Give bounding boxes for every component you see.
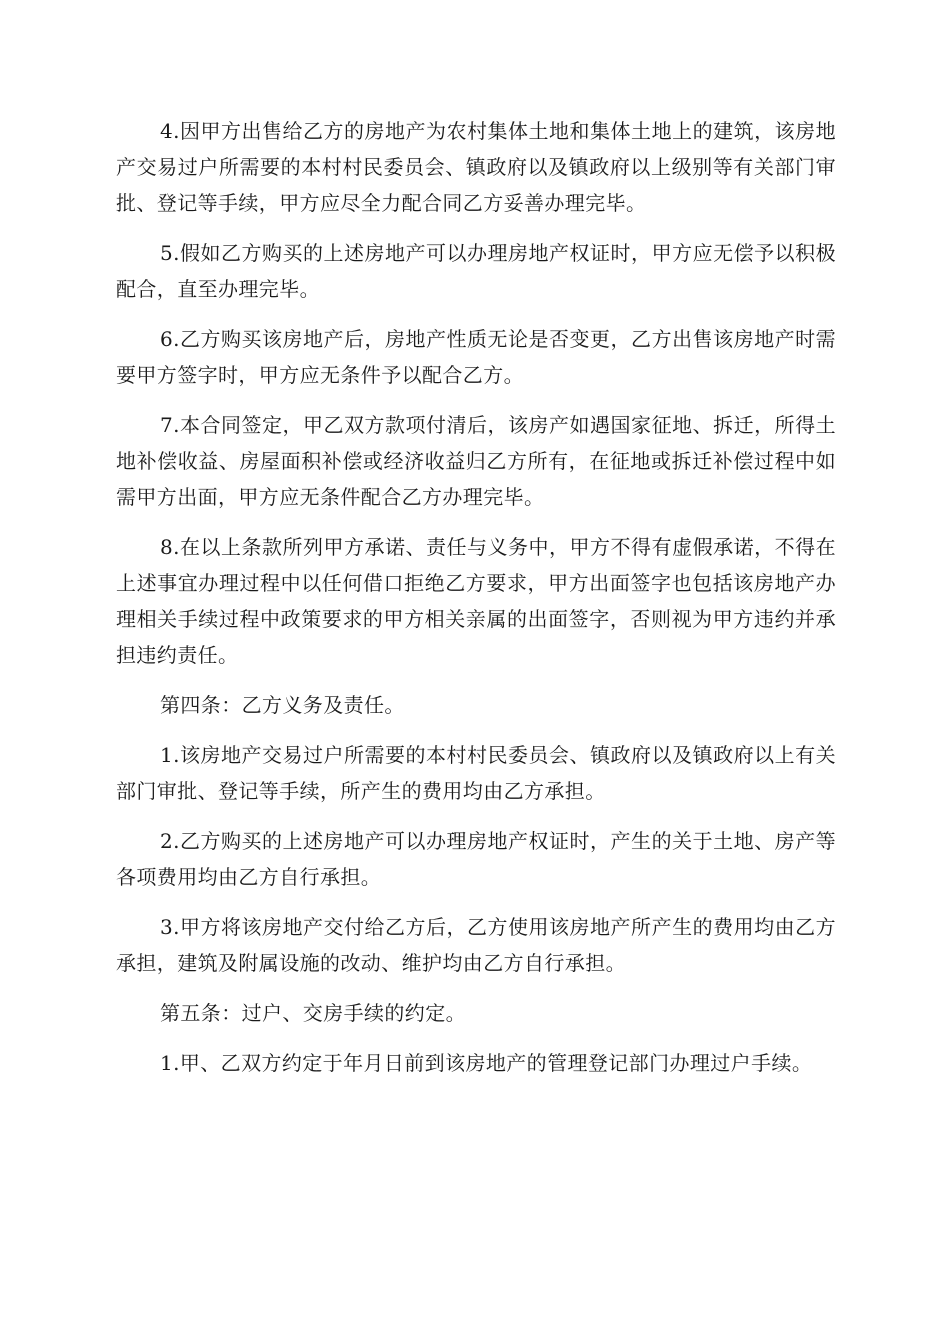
clause-paragraph-4-2: 2.乙方购买的上述房地产可以办理房地产权证时，产生的关于土地、房产等各项费用均由乙方自行承担。 (116, 829, 836, 889)
article-4-heading: 第四条：乙方义务及责任。 (160, 693, 405, 717)
clause-paragraph-3-4: 4.因甲方出售给乙方的房地产为农村集体土地和集体土地上的建筑，该房地产交易过户所需要的本村村民委员会、镇政府以及镇政府以上级别等有关部门审批、登记等手续，甲方应尽全力配合同乙方妥善办理完毕。 (116, 119, 836, 215)
clause-paragraph-3-8: 8.在以上条款所列甲方承诺、责任与义务中，甲方不得有虚假承诺，不得在上述事宜办理过程中以任何借口拒绝乙方要求，甲方出面签字也包括该房地产办理相关手续过程中政策要求的甲方相关亲属的出面签字，否则视为甲方违约并承担违约责任。 (116, 535, 836, 667)
article-5-heading: 第五条：过户、交房手续的约定。 (160, 1001, 466, 1025)
clause-paragraph-4-3: 3.甲方将该房地产交付给乙方后，乙方使用该房地产所产生的费用均由乙方承担，建筑及附属设施的改动、维护均由乙方自行承担。 (116, 915, 836, 975)
clause-paragraph-5-1: 1.甲、乙双方约定于年月日前到该房地产的管理登记部门办理过户手续。 (160, 1051, 813, 1075)
clause-paragraph-3-7: 7.本合同签定，甲乙双方款项付清后，该房产如遇国家征地、拆迁，所得土地补偿收益、房屋面积补偿或经济收益归乙方所有，在征地或拆迁补偿过程中如需甲方出面，甲方应无条件配合乙方办理完毕。 (116, 413, 836, 509)
clause-paragraph-3-5: 5.假如乙方购买的上述房地产可以办理房地产权证时，甲方应无偿予以积极配合，直至办理完毕。 (116, 241, 836, 301)
document-body (116, 113, 836, 1095)
clause-paragraph-3-6: 6.乙方购买该房地产后，房地产性质无论是否变更，乙方出售该房地产时需要甲方签字时，甲方应无条件予以配合乙方。 (116, 327, 836, 387)
clause-paragraph-4-1: 1.该房地产交易过户所需要的本村村民委员会、镇政府以及镇政府以上有关部门审批、登记等手续，所产生的费用均由乙方承担。 (116, 743, 836, 803)
